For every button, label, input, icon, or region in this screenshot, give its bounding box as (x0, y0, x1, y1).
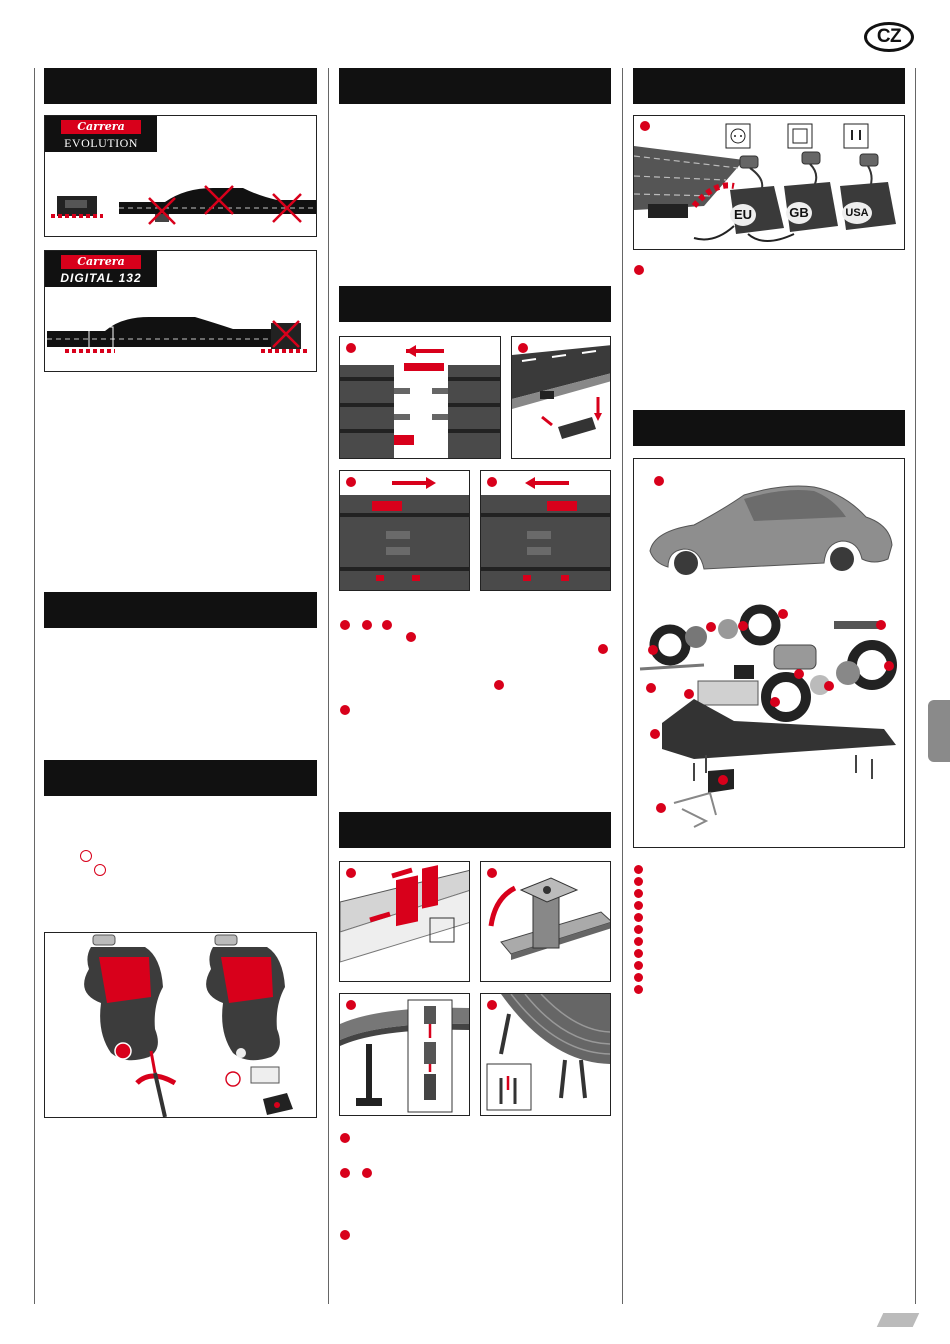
language-badge: CZ (864, 22, 914, 52)
logo-sub: DIGITAL 132 (60, 271, 142, 285)
logo-brand: Carrera (61, 255, 141, 269)
step-marker (487, 1000, 497, 1010)
step-marker (346, 1000, 356, 1010)
support-panel-d (480, 993, 611, 1116)
adapter-eu-label: EU (730, 204, 756, 226)
track-connection-panel-b (511, 336, 611, 459)
legend-marker (634, 901, 643, 910)
legend-marker (634, 961, 643, 970)
step-marker (598, 644, 608, 654)
column-rule (328, 68, 329, 1304)
legend-marker (634, 913, 643, 922)
legend-marker (634, 973, 643, 982)
part-marker (646, 683, 656, 693)
part-marker (654, 476, 664, 486)
step-marker (340, 620, 350, 630)
step-marker (340, 1133, 350, 1143)
part-marker (876, 620, 886, 630)
part-marker (684, 689, 694, 699)
part-marker (778, 609, 788, 619)
step-marker (518, 343, 528, 353)
support-panel-a (339, 861, 470, 982)
adapter-gb-label: GB (786, 202, 812, 224)
controller-panel (44, 932, 317, 1118)
exploded-car-illustration (634, 459, 905, 848)
step-marker (362, 1168, 372, 1178)
step-marker (346, 868, 356, 878)
car-parts-panel (633, 458, 905, 848)
support-pillar-illustration (481, 862, 611, 982)
section-header (44, 760, 317, 796)
part-marker (650, 729, 660, 739)
track-lock-illustration (340, 471, 470, 591)
step-marker (346, 343, 356, 353)
guardrail-illustration (340, 862, 470, 982)
part-marker (738, 621, 748, 631)
controller-illustration (45, 933, 317, 1118)
part-marker (884, 661, 894, 671)
step-marker (340, 1168, 350, 1178)
section-header (339, 812, 611, 848)
step-marker (406, 632, 416, 642)
legend-marker (634, 937, 643, 946)
digital-track-illustration (45, 251, 317, 372)
section-header (339, 68, 611, 104)
section-header (44, 68, 317, 104)
part-marker (656, 803, 666, 813)
step-marker (494, 680, 504, 690)
adapter-usa-label: USA (842, 202, 872, 224)
step-marker (346, 477, 356, 487)
power-supply-illustration (634, 116, 905, 250)
step-marker (362, 620, 372, 630)
track-lock-panel-a (339, 470, 470, 591)
digital132-panel (44, 250, 317, 372)
column-rule (622, 68, 623, 1304)
evolution-panel (44, 115, 317, 237)
pillar-assembly-illustration (340, 994, 470, 1116)
support-panel-b (480, 861, 611, 982)
section-header (633, 68, 905, 104)
legend-marker (634, 889, 643, 898)
legend-marker (634, 877, 643, 886)
legend-marker (634, 985, 643, 994)
part-marker (648, 645, 658, 655)
part-marker (794, 669, 804, 679)
step-marker-outline (94, 864, 106, 876)
evolution-track-illustration (45, 116, 317, 237)
support-panel-c (339, 993, 470, 1116)
step-marker-outline (80, 850, 92, 862)
page-edge-tab (928, 700, 950, 762)
logo-sub: EVOLUTION (64, 136, 138, 150)
section-header (339, 286, 611, 322)
part-marker (770, 697, 780, 707)
logo-brand: Carrera (61, 120, 141, 134)
legend-marker (634, 865, 643, 874)
track-connection-illustration (340, 337, 501, 459)
section-header (633, 410, 905, 446)
track-connection-panel-a (339, 336, 501, 459)
step-marker (487, 477, 497, 487)
track-unlock-illustration (481, 471, 611, 591)
part-marker (824, 681, 834, 691)
step-marker (340, 705, 350, 715)
step-marker (340, 1230, 350, 1240)
step-marker (487, 868, 497, 878)
power-supply-panel (633, 115, 905, 250)
page-number-marker (877, 1313, 920, 1327)
legend-marker (634, 925, 643, 934)
track-clip-illustration (512, 337, 611, 459)
step-marker (382, 620, 392, 630)
section-header (44, 592, 317, 628)
column-rule (34, 68, 35, 1304)
curve-support-illustration (481, 994, 611, 1116)
part-marker (718, 775, 728, 785)
step-marker (634, 265, 644, 275)
part-marker (706, 622, 716, 632)
legend-marker (634, 949, 643, 958)
track-lock-panel-b (480, 470, 611, 591)
column-rule (915, 68, 916, 1304)
